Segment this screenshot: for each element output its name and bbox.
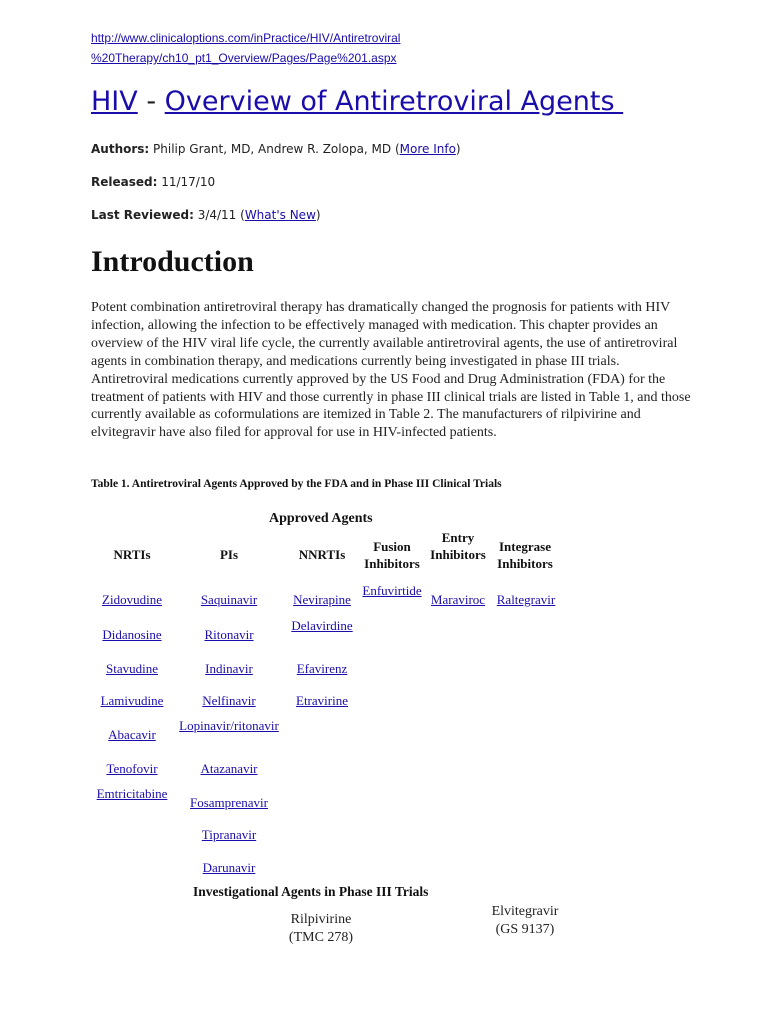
col-header-nnrtis: NNRTIs	[298, 547, 346, 562]
pi-indinavir[interactable]: Indinavir	[205, 661, 253, 676]
nrti-tenofovir[interactable]: Tenofovir	[106, 761, 158, 776]
pi-tipranavir[interactable]: Tipranavir	[201, 827, 257, 842]
nrti-abacavir[interactable]: Abacavir	[108, 727, 156, 742]
more-info-link[interactable]: More Info	[399, 142, 456, 156]
col-header-nrtis: NRTIs	[113, 547, 151, 562]
released-value: 11/17/10	[157, 175, 216, 189]
pi-lopinavir-ritonavir[interactable]: Lopinavir/ritonavir	[179, 718, 279, 733]
nrti-emtricitabine[interactable]: Emtricitabine	[96, 786, 168, 801]
fusion-enfuvirtide[interactable]: Enfuvirtide	[362, 583, 422, 598]
released-line	[91, 175, 215, 189]
pi-nelfinavir[interactable]: Nelfinavir	[202, 693, 256, 708]
investigational-rilpivirine: Rilpivirine (TMC 278)	[288, 912, 354, 945]
nnrti-efavirenz[interactable]: Efavirenz	[296, 661, 348, 676]
nnrti-nevirapine[interactable]: Nevirapine	[293, 592, 351, 607]
pi-ritonavir[interactable]: Ritonavir	[204, 627, 254, 642]
whats-new-link[interactable]: What's New	[244, 208, 316, 222]
authors-value: Philip Grant, MD, Andrew R. Zolopa, MD (	[149, 142, 400, 156]
col-header-fusion: Fusion Inhibitors	[364, 539, 420, 571]
nnrti-delavirdine[interactable]: Delavirdine	[291, 618, 353, 633]
pi-atazanavir[interactable]: Atazanavir	[200, 761, 258, 776]
authors-line	[91, 142, 461, 156]
reviewed-line	[91, 208, 321, 222]
table-caption: Table 1. Antiretroviral Agents Approved by the FDA and in Phase III Clinical Trials	[91, 478, 502, 490]
nrti-didanosine[interactable]: Didanosine	[102, 627, 162, 642]
source-url-line-2[interactable]: %20Therapy/ch10_pt1_Overview/Pages/Page%201.aspx	[91, 51, 397, 65]
approved-agents-title: Approved Agents	[269, 511, 373, 526]
pi-darunavir[interactable]: Darunavir	[202, 860, 256, 875]
col-header-pis: PIs	[219, 547, 239, 562]
reviewed-close: )	[315, 208, 321, 222]
hiv-link[interactable]: HIV	[91, 86, 138, 117]
reviewed-value: 3/4/11 (	[193, 208, 245, 222]
col-header-integrase: Integrase Inhibitors	[497, 539, 553, 571]
page-title	[91, 86, 623, 117]
entry-maraviroc[interactable]: Maraviroc	[430, 592, 486, 607]
title-link[interactable]: Overview of Antiretroviral Agents	[164, 86, 624, 117]
investigational-elvitegravir: Elvitegravir (GS 9137)	[491, 904, 559, 937]
title-separator: -	[137, 86, 165, 117]
source-url-line-1[interactable]: http://www.clinicaloptions.com/inPractice/HIV/Antiretroviral	[91, 31, 401, 45]
authors-close: )	[455, 142, 461, 156]
nrti-zidovudine[interactable]: Zidovudine	[102, 592, 162, 607]
pi-saquinavir[interactable]: Saquinavir	[200, 592, 258, 607]
reviewed-label: Last Reviewed:	[91, 208, 194, 222]
investigational-agents-title: Investigational Agents in Phase III Trials	[193, 884, 429, 899]
introduction-heading: Introduction	[91, 245, 254, 278]
nrti-stavudine[interactable]: Stavudine	[106, 661, 158, 676]
released-label: Released:	[91, 175, 158, 189]
col-header-entry: Entry Inhibitors	[430, 530, 486, 562]
nrti-lamivudine[interactable]: Lamivudine	[100, 693, 164, 708]
source-url[interactable]	[91, 28, 400, 68]
integrase-raltegravir[interactable]: Raltegravir	[496, 592, 556, 607]
nnrti-etravirine[interactable]: Etravirine	[296, 693, 348, 708]
introduction-paragraph: Potent combination antiretroviral therapy has dramatically changed the prognosis for patients with HIV infection, allowing the infection to be effectively managed with medication. This chapter provides an overview of the HIV viral life cycle, the currently available antiretroviral agents, the use of antiretroviral agents in combination therapy, and medications currently being investigated in phase III trials. Antiretroviral medications currently approved by the US Food and Drug Administration (FDA) for the treatment of patients with HIV and those currently in phase III clinical trials are listed in Table 1, and those currently available as coformulations are itemized in Table 2. The manufacturers of rilpivirine and elvitegravir have also filed for approval for use in HIV-infected patients.	[91, 300, 691, 441]
pi-fosamprenavir[interactable]: Fosamprenavir	[190, 795, 268, 810]
authors-label: Authors:	[91, 142, 150, 156]
